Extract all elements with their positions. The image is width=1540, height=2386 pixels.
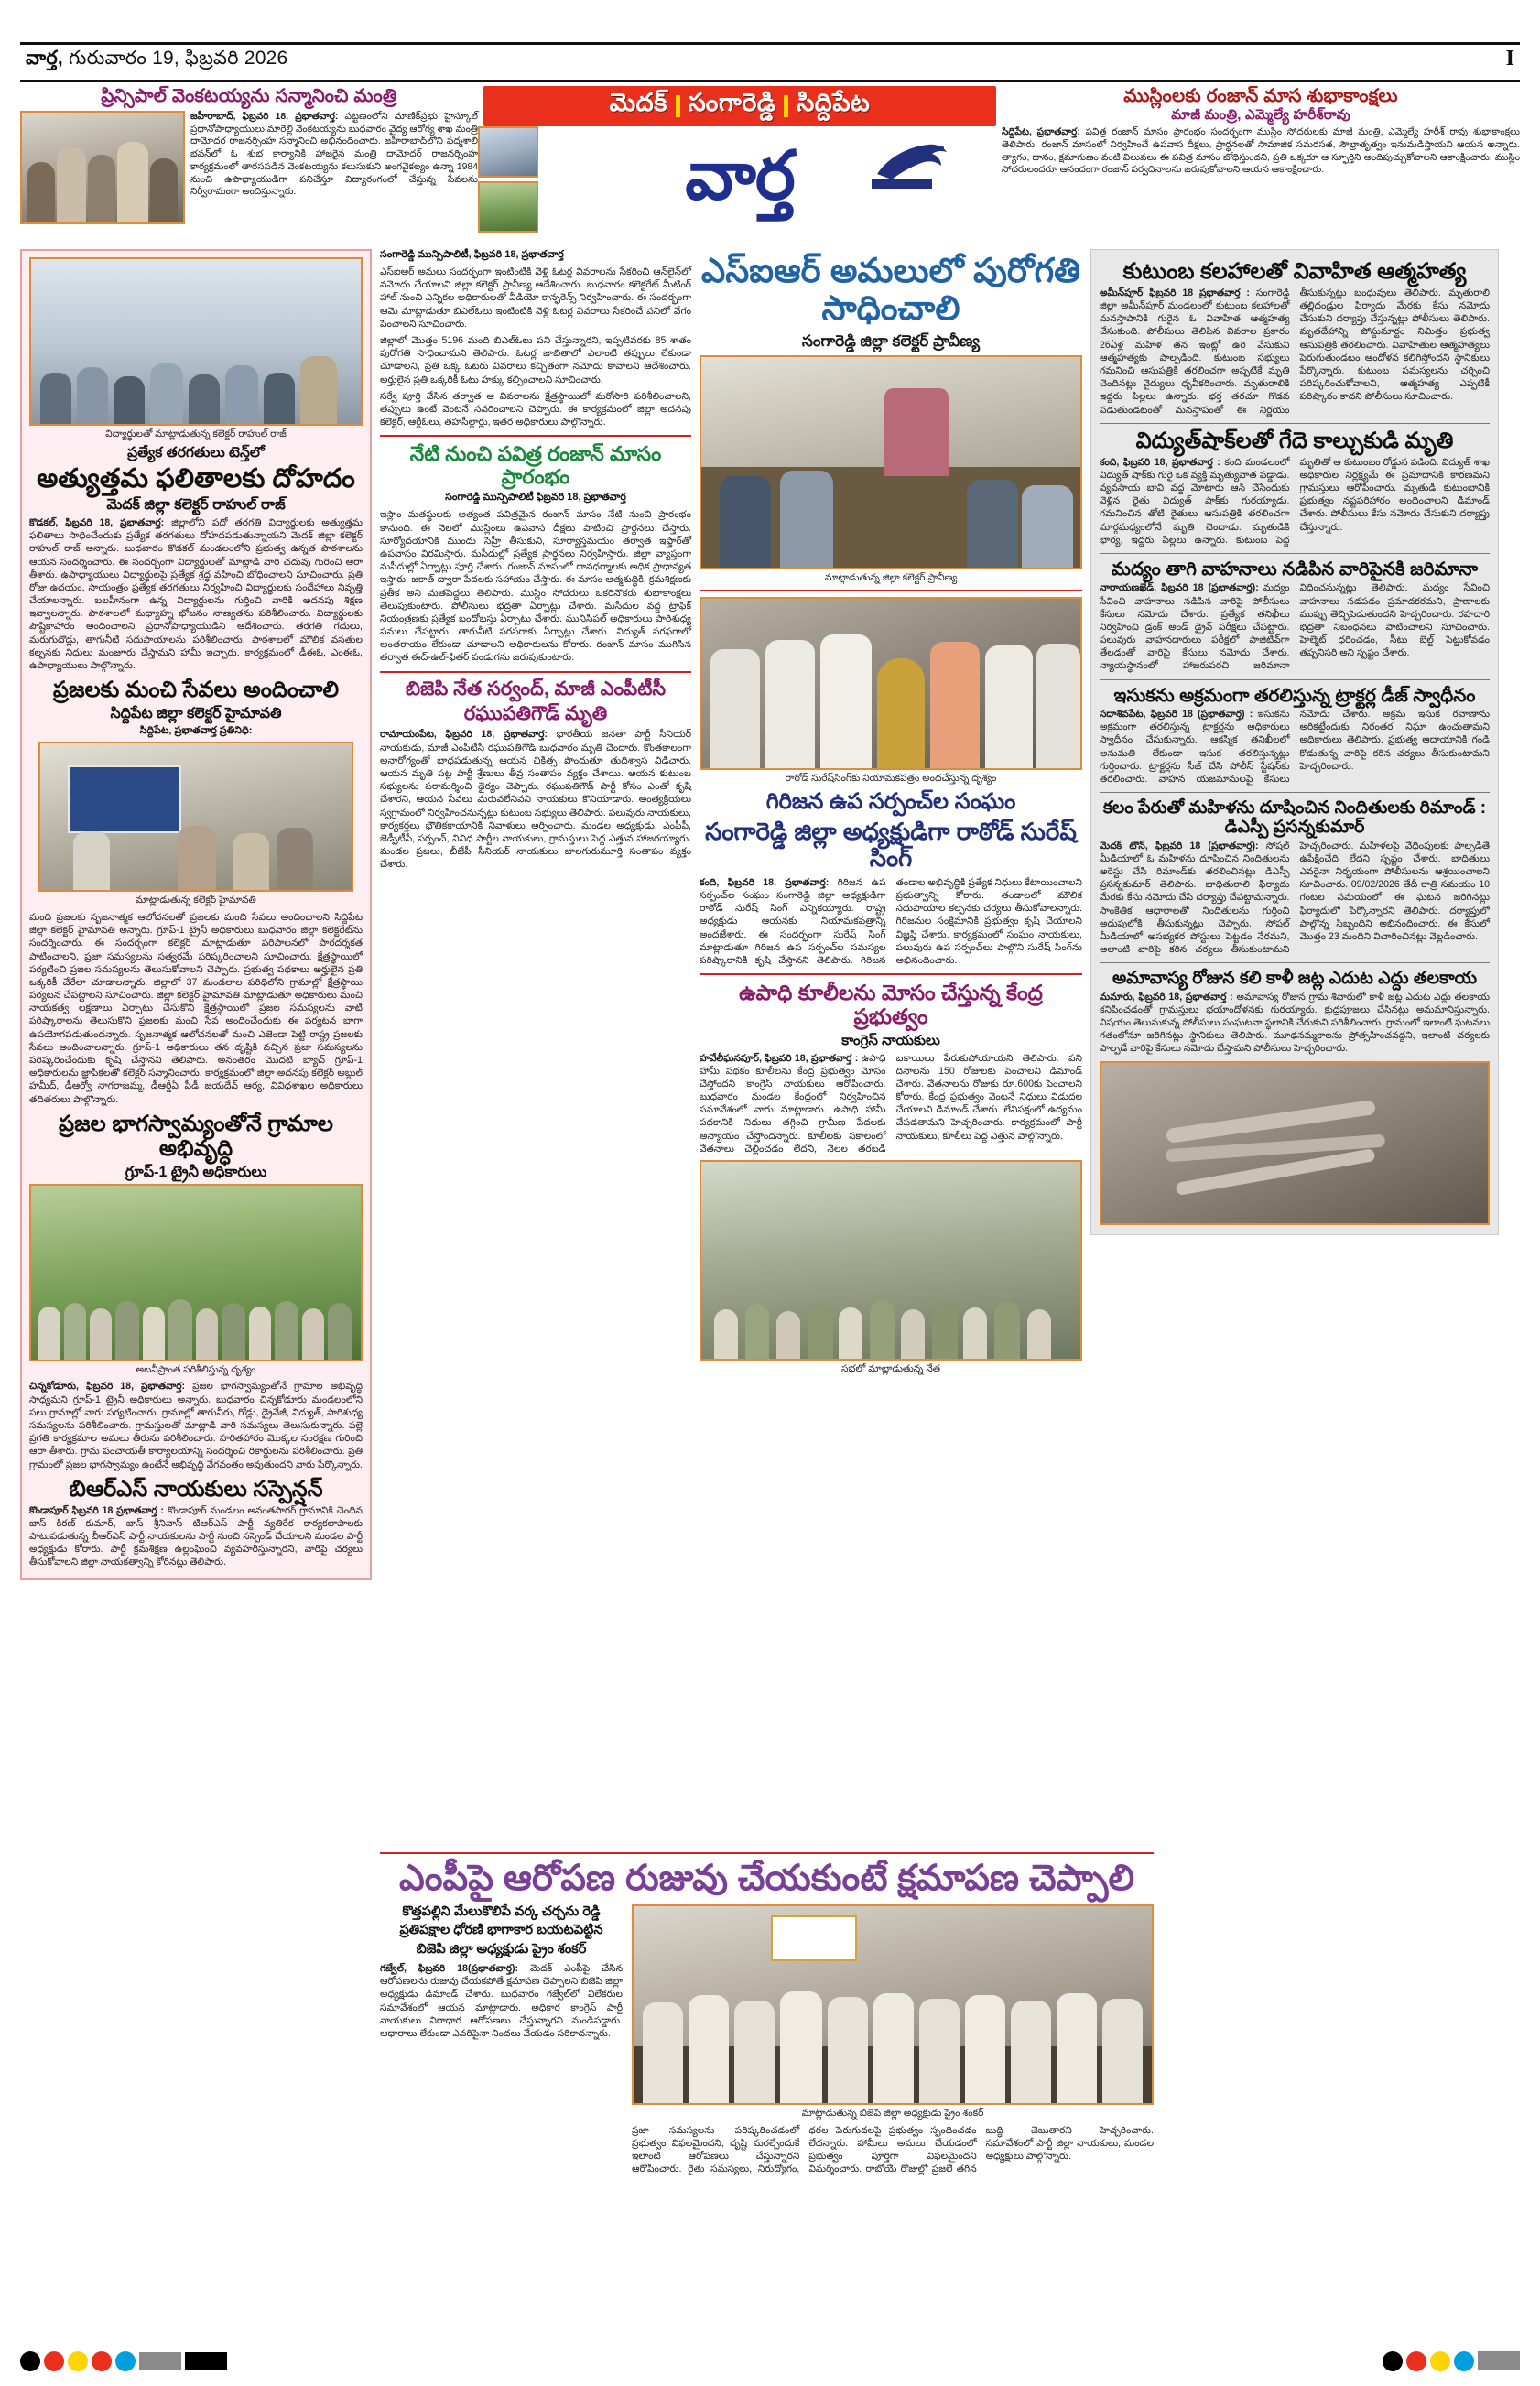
date-bar xyxy=(20,42,1520,82)
divider-right-4 xyxy=(1100,792,1490,793)
caption-classroom: విద్యార్థులతో మాట్లాడుతున్న కలెక్టర్ రాహుల్ రాజ్ xyxy=(105,428,287,439)
lead-subhead: సంగారెడ్డి జిల్లా కలెక్టర్ ప్రావీణ్య xyxy=(801,332,981,351)
right-text-6: అమావాస్య రోజున గ్రామ శివారులో కాళీ జట్ల ఎదుట ఎద్దు తలకాయ కనిపించడంతో గ్రామస్తులు భయాందోళనకు గురయ్యారు. క్షుద్రపూజలు చేసినట్లు అనుమానిస్తున్నారు. విషయం తెలుసుకున్న పోలీసులు సంఘటనా స్థలానికి చేరుకుని పరిశీలించారు. గ్రామంలో ఇలాంటి ఘటనలు గతంలోనూ జరిగినట్లు స్థానికులు తెలిపారు. మూఢనమ్మకాలను ప్రోత్సహించవద్దని, ఇలాంటి చర్యలకు పాల్పడే వారిపై కేసులు నమోదు చేస్తామని పోలీసులు హెచ్చరించారు. xyxy=(1100,991,1490,1055)
publication-date xyxy=(26,48,287,74)
center-headline-1b: సంగారెడ్డి జిల్లా అధ్యక్షుడిగా రాఠోడ్ సురేష్ సింగ్ xyxy=(705,817,1077,873)
top-right-body xyxy=(1002,126,1520,177)
divider-right-5 xyxy=(1100,962,1490,963)
bar-grey-2 xyxy=(1478,2351,1520,2370)
photo-classroom xyxy=(29,257,363,426)
mid-headline-1: నేటి నుంచి పవిత్ర రంజాన్ మాసం ప్రారంభం xyxy=(409,442,662,489)
left-pink-panel xyxy=(20,249,372,1580)
thumb-park xyxy=(478,181,538,233)
page-number: I xyxy=(1505,47,1514,70)
logo-main xyxy=(483,126,996,225)
photo-public-meeting xyxy=(700,1160,1082,1361)
dot-black-2 xyxy=(1383,2351,1403,2371)
caption-village-group: అటవీప్రాంత పరిశీలిస్తున్న దృశ్యం xyxy=(136,1363,256,1375)
right-dateline-6: మనూరు, ఫిబ్రవరి 18, ప్రభాతవార్త : xyxy=(1100,991,1233,1003)
right-headline-3: మద్యం తాగి వాహనాలు నడిపిన వారిపైనకి జరిమానా xyxy=(1111,559,1479,580)
dot-yellow-2 xyxy=(1430,2351,1450,2371)
photo-village-group xyxy=(29,1184,363,1361)
masthead-thumbnails xyxy=(478,126,538,236)
left-headline-3: ప్రజల భాగస్వామ్యంతోనే గ్రామాల అభివృద్ధి xyxy=(59,1111,333,1161)
masthead-logo xyxy=(483,86,996,225)
bottom-text-1: మెదక్ ఎంపీపై చేసిన ఆరోపణలను రుజువు చేయకపోతే క్షమాపణ చెప్పాలని బిజెపి జిల్లా అధ్యక్షుడు డిమాండ్ చేశారు. బుధవారం గజ్వేల్‌లో విలేకరుల సమావేశంలో ఆయన మాట్లాడారు. అధికార కాంగ్రెస్ పార్టీ నాయకులు నిరాధార ఆరోపణలు చేస్తున్నారని మండిపడ్డారు. ఆధారాలు లేకుండా ఎవరిపైనా నిందలు వేయడం సరికాదన్నారు. xyxy=(380,1963,624,2039)
mid-body-1: ఇస్లాం మతస్థులకు అత్యంత పవిత్రమైన రంజాన్ మాసం నేటి నుంచి ప్రారంభం కానుంది. ఈ నెలలో ముస్లింలు ఉపవాస దీక్షలు పాటించి ప్రార్థనలు చేస్తారు. సూర్యోదయానికి ముందు సెహ్రీ తీసుకుని, సూర్యాస్తమయం తర్వాత ఇఫ్తార్‌తో ఉపవాసం విరమిస్తారు. మసీదుల్లో ప్రత్యేక ప్రార్థనలు నిర్వహిస్తారు. జిల్లా వ్యాప్తంగా మసీదుల్లో ఏర్పాట్లు పూర్తి చేశారు. రంజాన్ మాసంలో దానధర్మాలకు అధిక ప్రాధాన్యత ఇస్తారు. జకాత్ ద్వారా పేదలకు సహాయం చేస్తారు. ఈ మాసం ఆత్మశుద్ధికి, క్రమశిక్షణకు ప్రతీక అని మతపెద్దలు తెలిపారు. ముస్లిం సోదరులు ఒకరినొకరు శుభాకాంక్షలు తెలుపుకుంటారు. పోలీసులు భద్రతా ఏర్పాట్లు చేశారు. మసీదుల వద్ద ట్రాఫిక్ నియంత్రణకు ప్రత్యేక బందోబస్తు ఏర్పాటు చేశారు. మునిసిపల్ అధికారులు పారిశుధ్య పనులు చేపట్టారు. తాగునీటి సరఫరాకు ఏర్పాట్లు చేశారు. విద్యుత్ సరఫరాలో అంతరాయం లేకుండా చూడాలని అధికారులను కోరారు. రంజాన్ మాసం ముగిసిన తర్వాత ఈద్-ఉల్-ఫితర్ పండుగను జరుపుకుంటారు. xyxy=(380,509,691,664)
left-sub-3: గ్రూప్-1 ట్రైనీ అధికారులు xyxy=(125,1164,267,1180)
top-right-dateline: సిద్దిపేట, ప్రభాతవార్త: xyxy=(1002,127,1080,138)
left-body-2: మంది ప్రజలకు సృజనాత్మక ఆలోచనలతో ప్రజలకు మంచి సేవలు అందించాలని సిద్దిపేట జిల్లా కలెక్టర్ హైమావతి అన్నారు. గ్రూప్-1 ట్రైనీ అధికారులు బుధవారం జిల్లా కలెక్టరేట్‌ను సందర్శించారు. ఈ సందర్భంగా కలెక్టర్ మాట్లాడుతూ పరిపాలనలో పారదర్శకత పాటించాలని, ప్రజా సమస్యలను సత్వరమే పరిష్కరించాలని సూచించారు. క్షేత్రస్థాయిలో పర్యటించి ప్రజల సమస్యలను తెలుసుకోవాలని చెప్పారు. ప్రభుత్వ పథకాలు అర్హులైన ప్రతి ఒక్కరికీ చేరేలా చూడాలన్నారు. జిల్లాలో 37 మండలాల పరిధిలోని గ్రామాల్లో క్షేత్రస్థాయి పర్యటన చేపట్టాలని సూచించారు. జిల్లా కలెక్టర్ హైమావతి మాట్లాడుతూ అధికారులు మంచి నాయకత్వ లక్షణాలు ఏర్పాటు చేసుకొని క్షేత్రస్థాయిలో ప్రజల సమస్యలను వాటి పరిష్కారాలను తెలుసుకొని ప్రజలకు మంచి సేవ అందించేందుకు ఈ పర్యటన బాగా ఉపయోగపడుతుందన్నారు. సృజనాత్మక ఆలోచనలతో మంచి ఎజెండా పెట్టి రాష్ట్ర ప్రజలకు సేవలు అందించాలన్నారు. గ్రూప్-1 అధికారులు తన దృష్టికి వచ్చిన ప్రజా సమస్యలను పరిష్కరించేందుకు కృషి చేస్తానని తెలిపారు. అనంతరం మొదటి బ్యాచ్ గ్రూప్-1 అధికారులను జ్ఞాపికలతో కలెక్టర్ సన్మానించారు. కార్యక్రమంలో జిల్లా అదనపు కలెక్టర్ అబ్దుల్ హమీద్, డీఆర్వో నాగరాజమ్మ, డీఆర్డీఏ పీడీ జయదేవ్ ఆర్య, వివిధశాఖల అధికారులు తదితరులు పాల్గొన్నారు. xyxy=(29,911,363,1105)
divider-right-1 xyxy=(1100,423,1490,424)
footer-dots-left xyxy=(20,2351,1520,2371)
photo-collector-office xyxy=(700,355,1082,569)
center-dateline-2: హవేలీఘనపూర్, ఫిబ్రవరి 18, ప్రభాతవార్త : xyxy=(700,1052,859,1064)
bottom-headline: ఎంపీపై ఆరోపణ రుజువు చేయకుంటే క్షమాపణ చెప్పాలి xyxy=(398,1859,1135,1898)
left-text-1: జిల్లాలోని పదో తరగతి విద్యార్థులకు అత్యుత్తమ ఫలితాలు సాధించేందుకు ప్రత్యేక తరగతులు దోహదపడుతున్నాయని మెదక్ జిల్లా కలెక్టర్ రాహుల్ రాజ్ అన్నారు. బుధవారం కొడకల్ మండలంలోని ప్రభుత్వ ఉన్నత పాఠశాలను ఆయన సందర్శించారు. ఈ సందర్భంగా విద్యార్థులతో మాట్లాడి వారి చదువు గురించి ఆరా తీశారు. ఉపాధ్యాయులు విద్యార్థులపై ప్రత్యేక శ్రద్ధ వహించి బోధించాలని సూచించారు. ప్రతి రోజు ఉదయం, సాయంత్రం ప్రత్యేక తరగతులు నిర్వహించి విద్యార్థులకు సందేహాలు నివృత్తి చేయాలన్నారు. బలహీనంగా ఉన్న విద్యార్థులను గుర్తించి వారికి అదనపు శిక్షణ ఇవ్వాలన్నారు. పాఠశాలలో మధ్యాహ్న భోజనం నాణ్యతను పరిశీలించారు. విద్యార్థులకు పౌష్టికాహారం అందించాలని ప్రధానోపాధ్యాయుడిని ఆదేశించారు. తరగతి గదులు, మరుగుదొడ్లు, తాగునీటి సదుపాయాలను పరిశీలించారు. పాఠశాలలో మౌలిక వసతుల కల్పనకు నిధులు మంజూరు చేస్తామని హామీ ఇచ్చారు. కార్యక్రమంలో డీఈఓ, ఎంఈఓ, ఉపాధ్యాయులు పాల్గొన్నారు. xyxy=(29,516,363,672)
top-left-body xyxy=(190,111,478,224)
districts-strip xyxy=(483,86,996,126)
left-dateline-3: చిన్నకోడూరు, ఫిబ్రవరి 18, ప్రభాతవార్త: xyxy=(29,1381,186,1393)
left-body-1 xyxy=(29,516,363,672)
masthead-title: వార్త xyxy=(685,137,795,213)
bottom-sub-2: ప్రతిపక్షాల ధోరణి భాగాకార బయటపెట్టిన xyxy=(399,1923,603,1938)
right-dateline-1: అమీన్‌పూర్ ఫిబ్రవరి 18 ప్రభాతవార్త : xyxy=(1100,287,1250,298)
divider-mid-2 xyxy=(380,671,691,673)
dot-yellow-1 xyxy=(68,2351,88,2371)
left-dateline-4: కొండాపూర్ ఫిబ్రవరి 18 ప్రభాతవార్త : xyxy=(29,1504,165,1516)
left-headline-2: ప్రజలకు మంచి సేవలు అందించాలి xyxy=(52,678,340,703)
lead-body-3: సర్వే పూర్తి చేసిన తర్వాత ఆ వివరాలను క్షేత్రస్థాయిలో మరోసారి పరిశీలించాలని, తప్పులు ఉంటే వెంటనే సవరించాలని చెప్పారు. ఈ కార్యక్రమంలో జిల్లా అదనపు కలెక్టర్, ఆర్డీఓలు, తహసీల్దార్లు, ఇతర అధికారులు పాల్గొన్నారు. xyxy=(380,390,691,428)
district-separator-1 xyxy=(676,95,680,117)
right-body-3 xyxy=(1100,581,1490,672)
newspaper-page xyxy=(0,42,1540,2386)
dot-magenta-1 xyxy=(92,2351,112,2371)
right-text-2: కంది మండలంలో విద్యుత్ షాక్‌కు గురై ఒక వ్యక్తి మృత్యువాత పడ్డాడు. వ్యవసాయ బావి వద్ద మోటారు ఆన్ చేసేందుకు వెళ్లిన రైతు విద్యుత్ షాక్‌కు గురయ్యాడు. గమనించిన తోటి రైతులు ఆసుపత్రికి తరలించగా మార్గమధ్యంలోనే మృతి చెందాడు. మృతుడికి భార్య, ఇద్దరు పిల్లలు ఉన్నారు. కుటుంబ పెద్ద మృతితో ఆ కుటుంబం రోడ్డున పడింది. విద్యుత్ శాఖ అధికారుల నిర్లక్ష్యమే ఈ ప్రమాదానికి కారణమని గ్రామస్తులు ఆరోపించారు. మృతుడి కుటుంబానికి ప్రభుత్వం నష్టపరిహారం అందించాలని డిమాండ్ చేశారు. పోలీసులు కేసు నమోదు చేసుకుని దర్యాప్తు చేస్తున్నారు. xyxy=(1100,456,1490,546)
center-text-1: గిరిజన ఉప సర్పంచ్‌ల సంఘం సంగారెడ్డి జిల్లా అధ్యక్షుడిగా రాఠోడ్ సురేష్ సింగ్ ఎన్నికయ్యారు. రాష్ట్ర అధ్యక్షుడు ఆయనకు నియామకపత్రాన్ని అందజేశారు. ఈ సందర్భంగా సురేష్ సింగ్ మాట్లాడుతూ గిరిజన ఉప సర్పంచ్‌ల సమస్యల పరిష్కారానికి కృషి చేస్తానని తెలిపారు. గిరిజన తండాల అభివృద్ధికి ప్రత్యేక నిధులు కేటాయించాలని ప్రభుత్వాన్ని కోరారు. తండాలలో మౌలిక సదుపాయాల కల్పనకు చర్యలు తీసుకోవాలన్నారు. గిరిజనుల సంక్షేమానికి ప్రభుత్వం కృషి చేయాలని విజ్ఞప్తి చేశారు. కార్యక్రమంలో సంఘం నాయకులు, పలువురు ఉప సర్పంచ్‌లు పాల్గొని సురేష్ సింగ్‌ను అభినందించారు. xyxy=(700,876,1082,966)
right-body-4 xyxy=(1100,708,1490,786)
dot-cyan-2 xyxy=(1454,2351,1474,2371)
bottom-dateline: గజ్వేల్, ఫిబ్రవరి 18(ప్రభాతవార్త): xyxy=(380,1963,519,1975)
right-body-5 xyxy=(1100,840,1490,957)
right-body-6 xyxy=(1100,991,1490,1056)
right-headline-1: కుటుంబ కలహాలతో వివాహిత ఆత్మహత్య xyxy=(1122,259,1467,284)
divider-mid-1 xyxy=(380,435,691,437)
caption-press-conference: మాట్లాడుతున్న బిజెపి జిల్లా అధ్యక్షుడు ప్రైం శంకర్ xyxy=(801,2107,984,2119)
right-dateline-3: నారాయణఖేడ్, ఫిబ్రవరి 18 (ప్రభాతవార్త): xyxy=(1100,582,1259,594)
left-sub-2: సిద్దిపేట జిల్లా కలెక్టర్ హైమావతి xyxy=(110,706,282,722)
bar-grey-1 xyxy=(139,2352,181,2370)
right-text-5: సోషల్ మీడియాలో ఓ మహిళను దూషించిన నిందితులను అరెస్టు చేసి రిమాండ్‌కు తరలించినట్లు డిఎస్పీ ప్రసన్నకుమార్ తెలిపారు. బాధితురాలి ఫిర్యాదు మేరకు కేసు నమోదు చేసి దర్యాప్తు చేపట్టామన్నారు. సాంకేతిక ఆధారాలతో నిందితులను గుర్తించి అదుపులోకి తీసుకున్నట్లు చెప్పారు. సోషల్ మీడియాలో అసభ్యకర పోస్టులు పెట్టడం నేరమని, అలాంటి వారిపై కఠిన చర్యలు తీసుకుంటామని హెచ్చరించారు. మహిళలపై వేధింపులకు పాల్పడితే ఉపేక్షించేది లేదని స్పష్టం చేశారు. బాధితులు ఎవరైనా నిర్భయంగా పోలీసులను ఆశ్రయించాలని సూచించారు. 09/02/2026 తేదీ రాత్రి సమయం 10 గంటల సమయంలో ఈ ఘటన జరిగినట్లు ఫిర్యాదులో పేర్కొన్నారని తెలిపారు. దర్యాప్తులో పాల్గొన్న సిబ్బందిని అభినందించారు. ఈ కేసులో మొత్తం 23 మందిని విచారించినట్లు వెల్లడించారు. xyxy=(1100,840,1490,956)
divider-center-2 xyxy=(700,973,1082,975)
divider-right-3 xyxy=(1100,679,1490,680)
thumb-temple xyxy=(478,126,538,178)
center-headline-2: ఉపాధి కూలీలను మోసం చేస్తున్న కేంద్ర ప్రభుత్వం xyxy=(739,981,1043,1029)
bar-black-1 xyxy=(185,2352,227,2370)
top-right-headline: ముస్లింలకు రంజాన్ మాస శుభాకాంక్షలు xyxy=(1123,86,1398,106)
mid-headline-2: బిజెపి నేత సర్వంద్, మాజీ ఎంపీటీసీ xyxy=(405,678,667,700)
left-body-3 xyxy=(29,1380,363,1470)
district-sangareddy: సంగారెడ్డి xyxy=(688,89,776,116)
mid-headline-2b: రఘుపతిగౌడ్ మృతి xyxy=(463,703,608,725)
dove-icon xyxy=(868,132,956,192)
right-headline-4: ఇసుకను అక్రమంగా తరలిస్తున్న ట్రాక్టర్ల డీజ్ స్వాధీనం xyxy=(1113,685,1476,706)
top-right-text: పవిత్ర రంజాన్ మాసం ప్రారంభం సందర్భంగా ముస్లిం సోదరులకు మాజీ మంత్రి, ఎమ్మెల్యే హరీశ్ రావు శుభాకాంక్షలు తెలిపారు. రంజాన్ మాసంలో నిర్వహించే ఉపవాస దీక్షలు, ప్రార్థనలతో సామాజిక సమరసత, సౌభ్రాతృత్వం ఇనుమడిస్తాయని ఆయన అన్నారు. త్యాగం, దానం, క్షమాగుణం వంటి విలువలు ఈ పవిత్ర మాసం బోధిస్తుందని, ప్రతి ఒక్కరూ ఆ స్ఫూర్తిని అందిపుచ్చుకోవాలని ఆకాంక్షించారు. ముస్లిం సోదరులందరూ ఆనందంగా రంజాన్ పర్వదినాలను జరుపుకోవాలని ఆయన ఆకాంక్షించారు. xyxy=(1002,127,1521,176)
right-text-4: ఇసుకను అక్రమంగా తరలిస్తున్న ట్రాక్టర్లను అధికారులు స్వాధీనం చేసుకున్నారు. ఆకస్మిక తనిఖీలలో అనుమతి లేకుండా ఇసుక తరలిస్తున్నట్లు గుర్తించారు. ట్రాక్టర్లను సీజ్ చేసి పోలీస్ స్టేషన్‌కు తరలించారు. వాహన యజమానులపై కేసులు నమోదు చేశారు. అక్రమ ఇసుక రవాణాను అరికట్టేందుకు నిరంతర నిఘా ఉంచుతామని అధికారులు తెలిపారు. ప్రభుత్వ ఆదాయానికి గండి కొడుతున్న వారిపై కఠిన చర్యలు తీసుకుంటామని హెచ్చరించారు. xyxy=(1100,709,1490,785)
dot-cyan-1 xyxy=(115,2351,136,2371)
masthead-right-story xyxy=(1002,86,1520,177)
center-headline-1a: గిరిజన ఉప సర్పంచ్‌ల సంఘం xyxy=(765,789,1016,815)
divider-center-1 xyxy=(700,590,1082,591)
mid-body-2 xyxy=(380,728,691,871)
caption-collector-office: మాట్లాడుతున్న జిల్లా కలెక్టర్ ప్రావీణ్య xyxy=(824,571,958,583)
left-headline-4: బిఆర్ఎస్ నాయకులు సస్పెన్షన్ xyxy=(69,1476,323,1502)
footer-dots-right xyxy=(1383,2351,1520,2371)
mid-text-2: భారతీయ జనతా పార్టీ సీనియర్ నాయకుడు, మాజీ ఎంపీటీసీ రఘుపతిగౌడ్ బుధవారం మృతి చెందారు. కొంతకాలంగా అనారోగ్యంతో బాధపడుతున్న ఆయన చికిత్స పొందుతూ తుదిశ్వాస విడిచారు. ఆయన మృతి పట్ల పార్టీ శ్రేణులు తీవ్ర సంతాపం వ్యక్తం చేశాయి. ఆయన కుటుంబ సభ్యులను పరామర్శించి ధైర్యం చెప్పారు. రఘుపతిగౌడ్ పార్టీ కోసం ఎంతో కృషి చేశారని, ఆయన సేవలు మరువలేనివని నాయకులు కొనియాడారు. అంత్యక్రియలు స్వగ్రామంలో నిర్వహించనున్నట్లు కుటుంబ సభ్యులు తెలిపారు. పలువురు నాయకులు, కార్యకర్తలు భౌతికకాయానికి నివాళులు అర్పించారు. మండల అధ్యక్షుడు, ఎంపీపీ, జెడ్పీటీసీ, సర్పంచ్, వివిధ పార్టీల నాయకులు, గ్రామస్తులు పెద్ద ఎత్తున హాజరయ్యారు. మండల ప్రజలు, బీజేపీ సీనియర్ నాయకులు బాలగురుమూర్తి సంతాపం వ్యక్తం చేశారు. xyxy=(380,729,691,871)
right-text-3: మద్యం సేవించి వాహనాలు నడిపిన వారిపై పోలీసులు కేసులు నమోదు చేశారు. ప్రత్యేక తనిఖీలు నిర్వహించి డ్రంక్ అండ్ డ్రైవ్ పరీక్షలు చేపట్టారు. పలువురు వాహనదారులు పరీక్షలో పాజిటివ్‌గా తేలడంతో వారిపై కేసులు నమోదు చేశారు. న్యాయస్థానంలో హాజరుపరచి జరిమానా విధించనున్నట్లు తెలిపారు. మద్యం సేవించి వాహనాలు నడపడం ప్రమాదకరమని, ప్రాణాలకు ముప్పు తెచ్చిపెడుతుందని హెచ్చరించారు. రహదారి భద్రతా నిబంధనలు పాటించాలని సూచించారు. హెల్మెట్ ధరించడం, సీటు బెల్ట్ పెట్టుకోవడం తప్పనిసరి అని స్పష్టం చేశారు. xyxy=(1100,582,1490,672)
top-right-sub: మాజీ మంత్రి, ఎమ్మెల్యే హరీశ్‌రావు xyxy=(1171,107,1350,123)
photo-appointment-handover xyxy=(700,597,1082,770)
photo-ritual-object xyxy=(1100,1061,1490,1225)
district-separator-2 xyxy=(784,95,788,117)
lead-headline: ఎస్ఐఆర్ అమలులో పురోగతి సాధించాలి xyxy=(700,252,1081,327)
top-left-photo xyxy=(20,111,185,224)
right-headline-2: విద్యుత్‌షాక్‌లతో గేదె కాల్చుకుడి మృతి xyxy=(1135,428,1454,453)
lead-dateline: సంగారెడ్డి మున్సిపాలిటీ, ఫిబ్రవరి 18, ప్రభాతవార్త xyxy=(380,249,564,260)
photo-press-conference xyxy=(632,1904,1154,2105)
caption-public-meeting: సభలో మాట్లాడుతున్న నేత xyxy=(840,1363,941,1375)
right-grey-panel xyxy=(1090,249,1499,1235)
mid-dateline-1: సంగారెడ్డి మున్సిపాలిటీ ఫిబ్రవరి 18, ప్రభాతవార్త xyxy=(445,492,626,504)
dot-red-1 xyxy=(44,2351,64,2371)
footer-registration-marks xyxy=(20,2351,1520,2375)
column-left xyxy=(20,249,372,2300)
bottom-body-2: ప్రజా సమస్యలను పరిష్కరించడంలో ప్రభుత్వం విఫలమైందని, దృష్టి మరల్చేందుకే ఇలాంటి ఆరోపణలు చేస్తున్నారని ఆరోపించారు. రైతు సమస్యలు, నిరుద్యోగం, ధరల పెరుగుదలపై ప్రభుత్వం స్పందించడం లేదన్నారు. హామీలు అమలు చేయడంలో ప్రభుత్వం పూర్తిగా విఫలమైందని విమర్శించారు. రాబోయే రోజుల్లో ప్రజలే తగిన బుద్ధి చెబుతారని హెచ్చరించారు. సమావేశంలో పార్టీ జిల్లా నాయకులు, మండల అధ్యక్షులు పాల్గొన్నారు. xyxy=(632,2124,1154,2175)
lead-body-1: ఎస్ఐఆర్ అమలు సందర్భంగా ఇంటింటికి వెళ్లి ఓటర్ల వివరాలను సేకరించి ఆన్‌లైన్‌లో నమోదు చేయాలని జిల్లా కలెక్టర్ ప్రావీణ్య ఆదేశించారు. బుధవారం కలెక్టరేట్ మీటింగ్ హాల్ నుంచి ఎన్నికల అధికారులతో వీడియో కాన్ఫరెన్స్ నిర్వహించారు. ఈ సందర్భంగా ఆమె మాట్లాడుతూ బిఎల్ఓలు ఇంటింటికి వెళ్లి ఓటర్ల వివరాలు సేకరించే పనిలో వేగం పెంచాలని సూచించారు. xyxy=(380,266,691,330)
left-dateline-2: సిద్దిపేట, ప్రభాతవార్త ప్రతినిధి: xyxy=(139,725,253,737)
top-left-headline: ప్రిన్సిపాల్ వెంకటయ్యను సన్మానించి మంత్రి xyxy=(101,86,397,106)
district-siddipet: సిద్దిపేట xyxy=(797,89,871,116)
top-left-dateline: జహీరాబాద్, ఫిబ్రవరి 18, ప్రభాతవార్త: xyxy=(190,112,339,122)
bottom-sub-1: కొత్తపల్లిని మేలుకొలిపే వర్క చర్చను రెడ్డి xyxy=(402,1903,601,1919)
divider-right-2 xyxy=(1100,553,1490,554)
left-headline-1: అత్యుత్తమ ఫలితాలకు దోహదం xyxy=(37,464,355,494)
dot-black-1 xyxy=(20,2351,40,2371)
right-body-2 xyxy=(1100,456,1490,547)
mid-dateline-2: రామాయంపేట, ఫిబ్రవరి 18, ప్రభాతవార్త: xyxy=(380,729,548,741)
center-body-2 xyxy=(700,1052,1082,1156)
center-dateline-1: కంది, ఫిబ్రవరి 18, ప్రభాతవార్త: xyxy=(700,876,830,888)
right-text-1: సంగారెడ్డి జిల్లా అమీన్‌పూర్ మండలంలో కుటుంబ కలహాలతో మనస్తాపానికి గురైన ఓ వివాహిత ఆత్మహత్య చేసుకుంది. పోలీసులు తెలిపిన వివరాల ప్రకారం 26ఏళ్ల మహిళ తన ఇంట్లో ఉరి వేసుకుని ఆత్మహత్యకు పాల్పడింది. కుటుంబ సభ్యులు గమనించి ఆసుపత్రికి తరలించగా అప్పటికే మృతి చెందినట్లు వైద్యులు ధృవీకరించారు. మృతురాలికి ఇద్దరు పిల్లలు ఉన్నారు. భర్త తరచూ గొడవ పడుతుండటంతో మనస్తాపంతో ఈ నిర్ణయం తీసుకున్నట్లు బంధువులు తెలిపారు. మృతురాలి తల్లిదండ్రుల ఫిర్యాదు మేరకు కేసు నమోదు చేసుకుని దర్యాప్తు చేస్తున్నట్లు పోలీసులు తెలిపారు. మృతదేహాన్ని పోస్టుమార్టం నిమిత్తం ప్రభుత్వ ఆసుపత్రికి తరలించారు. వివాహితుల ఆత్మహత్యలు పెరుగుతుండటం ఆందోళన కలిగిస్తోందని స్థానికులు పేర్కొన్నారు. కుటుంబ సమస్యలను చర్చించి పరిష్కరించుకోవాలని, ఆత్మహత్య ఎప్పటికీ పరిష్కారం కాదని పోలీసులు సూచించారు. xyxy=(1100,287,1490,416)
left-text-3: ప్రజల భాగస్వామ్యంతోనే గ్రామాల అభివృద్ధి సాధ్యమని గ్రూప్-1 ట్రైనీ అధికారులు అన్నారు. బుధవారం చిన్నకోడూరు మండలంలోని పలు గ్రామాల్లో వారు పర్యటించారు. గ్రామాల్లో తాగునీరు, రోడ్లు, డ్రైనేజీ, విద్యుత్, పారిశుధ్య సమస్యలను పరిశీలించారు. గ్రామస్తులతో మాట్లాడి వారి సమస్యలు తెలుసుకున్నారు. పల్లె ప్రగతి కార్యక్రమాల అమలు తీరును పరిశీలించారు. హరితహారం మొక్కల సంరక్షణ గురించి ఆరా తీశారు. గ్రామ పంచాయతీ కార్యాలయాన్ని సందర్శించి రికార్డులను పరిశీలించారు. ప్రతి గ్రామంలో ప్రజల భాగస్వామ్యం ఉంటేనే అభివృద్ధి వేగవంతం అవుతుందని వారు పేర్కొన్నారు. xyxy=(29,1381,363,1470)
left-text-4: కొండాపూర్ మండలం అనంతసాగర్ గ్రామానికి చెందిన బాస్ కిరణ్ కుమార్, బాస్ శ్రీనివాస్ టిఆర్ఎస్ పార్టీ వ్యతిరేక కార్యకలాపాలకు పాటుపడుతున్న బీఆర్ఎస్ పార్టీ నాయకులను పార్టీ నుంచి సస్పెండ్ చేయాలని మండల పార్టీ అధ్యక్షుడు కోరారు. పార్టీ క్రమశిక్షణ ఉల్లంఘించి వ్యవహరిస్తున్నారని, వారిపై చర్యలు తీసుకోవాలని జిల్లా నాయకత్వాన్ని కోరినట్లు తెలిపారు. xyxy=(29,1504,363,1568)
dot-red-2 xyxy=(1406,2351,1426,2371)
right-headline-6: అమావాస్య రోజున కలి కాళీ జట్ల ఎదుట ఎద్దు తలకాయ xyxy=(1112,969,1478,989)
left-sub-1: మెదక్ జిల్లా కలెక్టర్ రాహుల్ రాజ్ xyxy=(106,496,286,513)
right-dateline-4: సదాశివపేట, ఫిబ్రవరి 18 (ప్రభాతవార్త) : xyxy=(1100,709,1253,721)
center-text-2: ఉపాధి హామీ పథకం కూలీలను కేంద్ర ప్రభుత్వం మోసం చేస్తోందని కాంగ్రెస్ నాయకులు ఆరోపించారు. బుధవారం మండల కేంద్రంలో నిర్వహించిన సమావేశంలో వారు మాట్లాడారు. ఉపాధి హామీ పథకానికి నిధులు తగ్గించి గ్రామీణ పేదలకు అన్యాయం చేస్తోందన్నారు. కూలీలకు సకాలంలో వేతనాలు చెల్లించడం లేదని, నెలల తరబడి బకాయిలు పేరుకుపోయాయని తెలిపారు. పని దినాలను 150 రోజులకు పెంచాలని డిమాండ్ చేశారు. వేతనాలను రోజుకు రూ.600కు పెంచాలని కోరారు. కేంద్ర ప్రభుత్వం వెంటనే నిధులు విడుదల చేయాలని డిమాండ్ చేశారు. లేనిపక్షంలో ఉద్యమం చేపడతామని హెచ్చరించారు. కార్యక్రమంలో పార్టీ నాయకులు, కూలీలు పెద్ద ఎత్తున పాల్గొన్నారు. xyxy=(700,1052,1082,1155)
top-left-text: పట్టణంలోని మాణిక్‌ప్రభు హైస్కూల్ ప్రధానోపాధ్యాయులు మారెల్లి వెంకటయ్యను బుధవారం వైద్య ఆరోగ్య శాఖ మంత్రి దామోదర రాజనర్సింహ సన్మానించి అభినందించారు. జహీరాబాద్‌లోని పద్మశాలి భవన్‌లో ఓ శుభ కార్యానికి హాజరైన మంత్రి దామోదర్ రాజనర్సింహ కార్యక్రమంలో తారసపడిన వెంకటయ్యను కలుసుకుని అంగవైకల్యం ఉన్నా 1984 నుంచి ఉపాధ్యాయుడిగా పనిచేస్తూ విద్యారంగంలో చేస్తున్న సేవలను నిర్వీరామంగా అందిస్తున్నారు. xyxy=(190,112,478,198)
right-body-1 xyxy=(1100,287,1490,417)
photo-collector-meeting xyxy=(38,742,353,892)
lead-body-2: జిల్లాలో మొత్తం 5196 మంది బిఎల్ఓలు పని చేస్తున్నారని, ఇప్పటివరకు 85 శాతం పురోగతి సాధించామని తెలిపారు. ఓటర్ల జాబితాలో ఎలాంటి తప్పులు లేకుండా చూడాలని, ప్రతి ఒక్క ఓటరు వివరాలు కచ్చితంగా నమోదు కావాలని ఆదేశించారు. అర్హులైన ప్రతి ఒక్కరికీ ఓటు హక్కు కల్పించాలని సూచించారు. xyxy=(380,334,691,385)
caption-collector-meeting: మాట్లాడుతున్న కలెక్టర్ హైమావతి xyxy=(136,895,256,906)
bottom-center-story xyxy=(380,1846,1154,2175)
right-dateline-2: కంది, ఫిబ్రవరి 18, ప్రభాతవార్త : xyxy=(1100,456,1220,468)
right-headline-5: కలం పేరుతో మహిళను దూషించిన నిందితులకు రిమాండ్ : డిఎస్పీ ప్రసన్నకుమార్ xyxy=(1102,798,1487,838)
left-body-4 xyxy=(29,1504,363,1569)
right-dateline-5: మెదక్ టౌన్, ఫిబ్రవరి 18 (ప్రభాతవార్త): xyxy=(1100,840,1259,851)
bottom-sub-3: బిజెపి జిల్లా అధ్యక్షుడు ప్రైం శంకర్ xyxy=(416,1941,587,1957)
masthead-left-story xyxy=(20,86,478,224)
date-rest: గురువారం 19, ఫిబ్రవరి 2026 xyxy=(62,48,288,69)
left-kicker-1: ప్రత్యేక తరగతులు టెన్త్‌లో xyxy=(127,444,265,461)
masthead xyxy=(20,86,1520,242)
center-body-1 xyxy=(700,876,1082,967)
district-medak: మెదక్ xyxy=(609,89,667,116)
bottom-body-1 xyxy=(380,1962,623,2040)
paper-name-small: వార్త, xyxy=(26,48,63,69)
left-dateline-1: కొడకల్, ఫిబ్రవరి 18, ప్రభాతవార్త: xyxy=(29,516,165,528)
caption-appointment-handover: రాఠోడ్ సురేష్‌సింగ్‌కు నియామకపత్రం అందచేస్తున్న దృశ్యం xyxy=(785,773,997,785)
center-sub-2: కాంగ్రెస్ నాయకులు xyxy=(841,1032,940,1048)
divider-bottom xyxy=(380,1852,1154,1854)
